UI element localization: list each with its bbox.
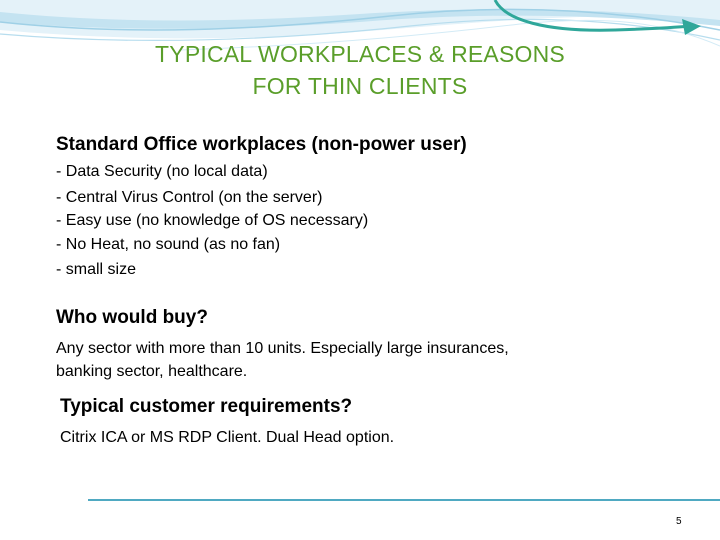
slide-title [80,38,640,102]
bullet-item: - small size [56,261,137,278]
section-heading-office-workplaces: Standard Office workplaces (non-power user) [56,134,467,155]
title-line-2: FOR THIN CLIENTS [252,73,468,99]
bullet-item: - Easy use (no knowledge of OS necessary) [56,212,369,229]
customer-requirements-body: Citrix ICA or MS RDP Client. Dual Head option. [60,429,395,446]
bullet-item: - Central Virus Control (on the server) [56,189,323,206]
section-heading-who-would-buy: Who would buy? [56,307,208,328]
footer-divider [88,499,720,501]
title-line-1: TYPICAL WORKPLACES & REASONS [155,41,565,67]
page-number: 5 [676,516,682,527]
who-would-buy-line-2: banking sector, healthcare. [56,363,248,380]
who-would-buy-line-1: Any sector with more than 10 units. Especially large insurances, [56,340,509,357]
section-heading-customer-requirements: Typical customer requirements? [60,396,353,417]
bullet-item: - Data Security (no local data) [56,163,268,180]
bullet-item: - No Heat, no sound (as no fan) [56,236,281,253]
